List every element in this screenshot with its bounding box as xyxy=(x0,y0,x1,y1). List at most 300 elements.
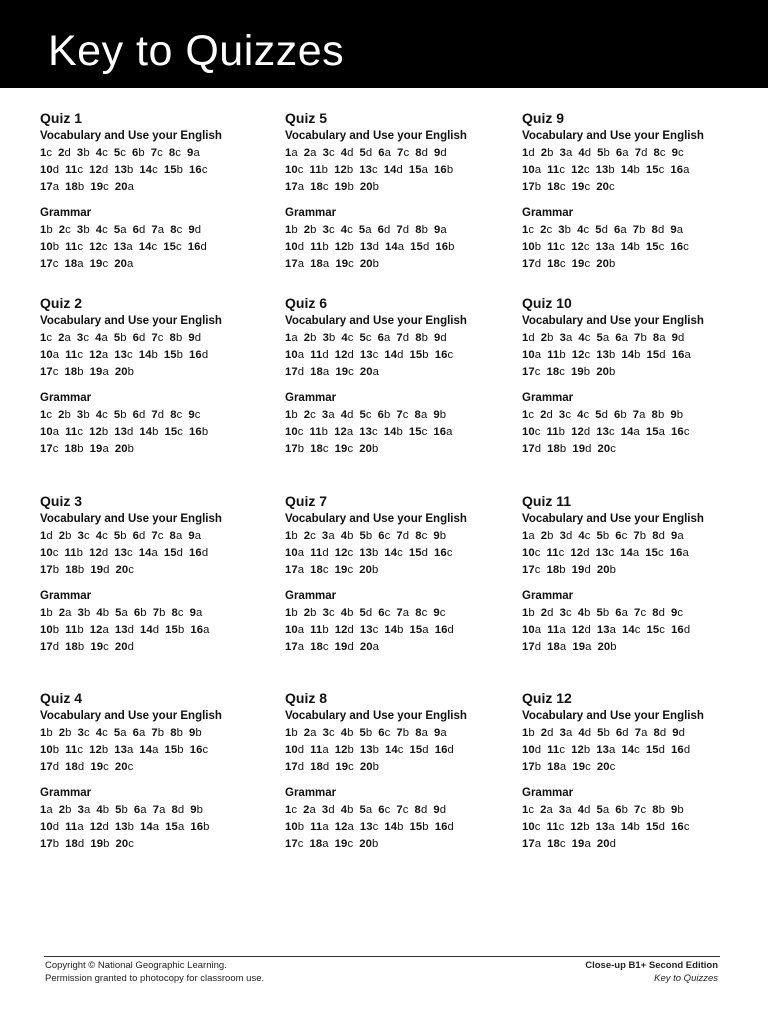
answer-item: 3c xyxy=(76,332,90,344)
answer-item: 20b xyxy=(596,258,616,270)
answer-item: 17b xyxy=(522,761,542,773)
quiz-block xyxy=(285,108,515,273)
answer-item: 16d xyxy=(434,744,454,756)
answer-line xyxy=(285,725,515,742)
answer-line xyxy=(522,256,752,273)
answer-line xyxy=(522,424,752,441)
answer-item: 15d xyxy=(645,744,666,756)
answer-item: 13c xyxy=(359,426,378,438)
answer-item: 4b xyxy=(340,804,354,816)
answer-item: 19d xyxy=(572,443,592,455)
answer-item: 14b xyxy=(383,426,403,438)
answer-line xyxy=(285,836,515,853)
answer-item: 4c xyxy=(577,224,590,236)
answer-item: 13b xyxy=(114,164,134,176)
answer-item: 9b xyxy=(433,409,447,421)
answer-item: 3c xyxy=(322,147,335,159)
answer-item: 20b xyxy=(596,366,616,378)
section-gap xyxy=(40,579,270,588)
answer-item: 4c xyxy=(95,409,108,421)
answer-line xyxy=(40,759,270,776)
answer-item: 20a xyxy=(114,258,134,270)
answer-item: 3a xyxy=(559,332,573,344)
answer-item: 2b xyxy=(58,409,71,421)
answer-item: 13d xyxy=(359,241,380,253)
answer-item: 17c xyxy=(40,366,59,378)
answer-item: 7c xyxy=(396,409,409,421)
answer-item: 19c xyxy=(572,761,591,773)
answer-item: 7c xyxy=(150,147,163,159)
answer-item: 18c xyxy=(547,838,566,850)
answer-item: 14d xyxy=(384,349,404,361)
answer-item: 9c xyxy=(670,607,684,619)
answer-item: 10a xyxy=(285,624,305,636)
answer-item: 19b xyxy=(334,181,354,193)
answer-item: 4d xyxy=(578,147,592,159)
quiz-title: Quiz 2 xyxy=(40,295,83,311)
answer-item: 18a xyxy=(310,258,330,270)
answer-line xyxy=(40,441,270,458)
quiz-block xyxy=(40,293,270,458)
answer-item: 7a xyxy=(632,409,646,421)
quiz-title: Quiz 12 xyxy=(522,690,572,706)
answer-line xyxy=(522,347,752,364)
answer-item: 17c xyxy=(522,366,541,378)
answer-line xyxy=(285,364,515,381)
answer-item: 14a xyxy=(385,241,405,253)
answer-item: 3a xyxy=(77,804,91,816)
answer-item: 2a xyxy=(303,727,317,739)
vocabulary-heading: Vocabulary and Use your English xyxy=(40,130,222,142)
answer-item: 16c xyxy=(189,164,208,176)
answer-item: 1b xyxy=(285,530,298,542)
answer-item: 19a xyxy=(571,838,591,850)
answer-line xyxy=(522,759,752,776)
answer-item: 18b xyxy=(546,564,566,576)
answer-item: 15c xyxy=(645,164,665,176)
answer-line xyxy=(285,222,515,239)
answer-item: 5a xyxy=(359,804,373,816)
answer-item: 1c xyxy=(522,224,535,236)
answer-item: 14b xyxy=(138,349,158,361)
answer-line xyxy=(285,742,515,759)
answer-item: 9b xyxy=(670,409,684,421)
answer-item: 14b xyxy=(620,821,640,833)
answer-item: 1b xyxy=(285,224,298,236)
answer-item: 2b xyxy=(303,332,317,344)
answer-item: 13c xyxy=(359,164,378,176)
answer-item: 11c xyxy=(65,426,84,438)
answer-item: 12c xyxy=(334,547,354,559)
answer-item: 9b xyxy=(433,530,447,542)
answer-item: 13d xyxy=(114,624,135,636)
answer-item: 16a xyxy=(190,624,210,636)
answer-item: 5b xyxy=(597,727,610,739)
answer-line xyxy=(285,179,515,196)
answer-item: 10d xyxy=(40,821,60,833)
answer-item: 7d xyxy=(396,530,410,542)
answer-item: 7b xyxy=(152,607,166,619)
answer-line xyxy=(285,407,515,424)
answer-item: 9a xyxy=(189,607,203,619)
answer-item: 7a xyxy=(634,727,648,739)
answer-line xyxy=(285,545,515,562)
answer-item: 11d xyxy=(310,547,329,559)
answer-item: 15b xyxy=(165,624,185,636)
answer-line xyxy=(40,222,270,239)
answer-item: 20a xyxy=(359,366,379,378)
answer-item: 8d xyxy=(653,727,667,739)
answer-item: 12b xyxy=(334,241,354,253)
answer-item: 14b xyxy=(620,241,640,253)
answer-item: 4d xyxy=(578,727,592,739)
answer-item: 11a xyxy=(65,821,84,833)
answer-item: 2b xyxy=(303,607,317,619)
answer-line xyxy=(285,639,515,656)
answer-item: 13a xyxy=(595,241,615,253)
answer-item: 11c xyxy=(547,744,566,756)
answer-item: 6c xyxy=(378,530,391,542)
answer-item: 15a xyxy=(408,164,429,176)
answer-item: 1b xyxy=(285,727,298,739)
answer-item: 15c xyxy=(645,547,664,559)
answer-item: 20c xyxy=(596,761,616,773)
answer-item: 17b xyxy=(285,443,305,455)
answer-item: 8b xyxy=(651,409,665,421)
answer-item: 8d xyxy=(414,804,428,816)
answer-item: 9b xyxy=(670,804,684,816)
answer-line xyxy=(285,802,515,819)
answer-item: 18b xyxy=(64,443,84,455)
answer-item: 6a xyxy=(615,607,629,619)
answer-line xyxy=(285,424,515,441)
answer-item: 15c xyxy=(163,241,182,253)
answer-item: 14a xyxy=(138,547,158,559)
answer-item: 18d xyxy=(65,838,85,850)
answer-item: 19c xyxy=(90,761,109,773)
answer-line xyxy=(40,347,270,364)
answer-item: 15d xyxy=(163,547,184,559)
answer-item: 20c xyxy=(114,761,134,773)
answer-item: 17d xyxy=(40,761,60,773)
answer-item: 2b xyxy=(303,224,317,236)
answer-item: 18c xyxy=(310,181,329,193)
answer-item: 2a xyxy=(58,607,72,619)
answer-item: 5b xyxy=(597,147,610,159)
answer-item: 17c xyxy=(40,443,59,455)
answer-item: 13c xyxy=(359,624,379,636)
answer-line xyxy=(522,222,752,239)
quiz-block xyxy=(285,293,515,458)
answer-line xyxy=(40,562,270,579)
answer-line xyxy=(522,330,752,347)
answer-item: 3c xyxy=(322,224,335,236)
answer-line xyxy=(40,424,270,441)
answer-item: 8c xyxy=(415,607,428,619)
answer-item: 12d xyxy=(334,624,354,636)
answer-item: 18c xyxy=(547,258,566,270)
answer-item: 11b xyxy=(546,426,566,438)
answer-line xyxy=(522,639,752,656)
answer-item: 19c xyxy=(571,258,591,270)
answer-item: 6c xyxy=(378,804,391,816)
answer-item: 13a xyxy=(595,821,615,833)
answer-line xyxy=(522,441,752,458)
answer-item: 5d xyxy=(595,224,608,236)
answer-item: 20c xyxy=(115,838,134,850)
answer-item: 17d xyxy=(522,258,542,270)
answer-line xyxy=(285,330,515,347)
answer-item: 3a xyxy=(559,147,573,159)
answer-item: 5a xyxy=(115,607,128,619)
answer-item: 18d xyxy=(310,761,330,773)
answer-item: 10a xyxy=(285,349,305,361)
answer-item: 16b xyxy=(435,241,455,253)
answer-item: 16b xyxy=(190,821,210,833)
quiz-block xyxy=(522,293,752,458)
answer-line xyxy=(522,407,752,424)
answer-item: 20b xyxy=(359,181,379,193)
answer-item: 18b xyxy=(65,181,85,193)
answer-item: 19a xyxy=(89,443,109,455)
grammar-heading: Grammar xyxy=(285,590,337,602)
answer-item: 3b xyxy=(77,607,91,619)
answer-line xyxy=(40,330,270,347)
answer-item: 14d xyxy=(140,624,160,636)
section-gap xyxy=(285,579,515,588)
answer-item: 17b xyxy=(40,838,60,850)
answer-line xyxy=(522,802,752,819)
answer-item: 10a xyxy=(522,624,542,636)
answer-line xyxy=(285,528,515,545)
answer-item: 6b xyxy=(377,409,391,421)
answer-item: 6c xyxy=(615,530,628,542)
answer-item: 12c xyxy=(571,349,591,361)
answer-item: 18b xyxy=(64,366,84,378)
answer-item: 20b xyxy=(359,443,379,455)
answer-item: 5c xyxy=(359,409,372,421)
answer-line xyxy=(522,364,752,381)
answer-item: 13c xyxy=(595,547,615,559)
answer-item: 1b xyxy=(285,607,298,619)
answer-item: 10d xyxy=(285,241,305,253)
answer-item: 15b xyxy=(163,349,184,361)
answer-item: 3b xyxy=(558,224,572,236)
answer-item: 18c xyxy=(310,443,329,455)
quiz-block xyxy=(285,491,515,656)
answer-item: 6d xyxy=(132,224,146,236)
grammar-heading: Grammar xyxy=(40,787,92,799)
answer-item: 17a xyxy=(285,641,305,653)
answer-item: 14a xyxy=(139,744,159,756)
answer-item: 15b xyxy=(409,821,429,833)
answer-item: 6a xyxy=(615,147,629,159)
answer-item: 11a xyxy=(310,744,329,756)
answer-item: 4b xyxy=(340,727,354,739)
answer-item: 10b xyxy=(40,241,60,253)
answer-item: 1c xyxy=(40,332,53,344)
answer-item: 9a xyxy=(188,530,202,542)
quiz-block xyxy=(40,491,270,656)
answer-item: 9c xyxy=(433,607,446,619)
answer-item: 20b xyxy=(359,564,379,576)
answer-item: 3a xyxy=(558,804,572,816)
answer-item: 16a xyxy=(669,547,689,559)
answer-item: 2a xyxy=(303,804,316,816)
answer-line xyxy=(40,239,270,256)
answer-item: 9d xyxy=(433,147,447,159)
answer-line xyxy=(522,239,752,256)
vocabulary-heading: Vocabulary and Use your English xyxy=(522,710,704,722)
answer-item: 8c xyxy=(171,607,184,619)
answer-item: 13a xyxy=(113,241,133,253)
grammar-heading: Grammar xyxy=(522,392,574,404)
answer-item: 19d xyxy=(334,641,354,653)
answer-item: 1b xyxy=(522,727,535,739)
answer-item: 8b xyxy=(415,224,428,236)
answer-item: 15c xyxy=(164,426,184,438)
answer-line xyxy=(40,819,270,836)
answer-line xyxy=(522,725,752,742)
answer-item: 3a xyxy=(559,727,573,739)
quiz-title: Quiz 7 xyxy=(285,493,328,509)
vocabulary-heading: Vocabulary and Use your English xyxy=(40,315,222,327)
answer-item: 6a xyxy=(378,147,392,159)
quiz-title: Quiz 10 xyxy=(522,295,572,311)
answer-item: 12c xyxy=(89,241,108,253)
answer-item: 15c xyxy=(645,241,665,253)
document-title-text: Key to Quizzes xyxy=(654,972,718,984)
answer-item: 4c xyxy=(95,530,108,542)
section-gap xyxy=(285,381,515,390)
answer-item: 8c xyxy=(415,530,428,542)
answer-item: 2b xyxy=(58,727,72,739)
answer-item: 6a xyxy=(615,332,629,344)
answer-item: 19d xyxy=(571,564,591,576)
answer-item: 3a xyxy=(321,530,335,542)
answer-item: 13a xyxy=(596,624,617,636)
vocabulary-heading: Vocabulary and Use your English xyxy=(285,710,467,722)
answer-item: 16c xyxy=(189,744,209,756)
answer-line xyxy=(40,162,270,179)
answer-item: 1a xyxy=(40,804,53,816)
answer-item: 11b xyxy=(65,624,84,636)
answer-item: 11c xyxy=(65,349,84,361)
answer-item: 2a xyxy=(303,147,317,159)
answer-item: 13b xyxy=(359,547,379,559)
answer-item: 2c xyxy=(540,224,553,236)
answer-item: 1b xyxy=(40,224,53,236)
answer-item: 2c xyxy=(303,409,316,421)
answer-item: 6d xyxy=(132,530,146,542)
answer-item: 4d xyxy=(577,804,591,816)
answer-item: 7b xyxy=(633,530,647,542)
answer-item: 15a xyxy=(165,821,185,833)
answer-item: 17a xyxy=(285,181,305,193)
answer-item: 11b xyxy=(309,164,329,176)
answer-item: 12d xyxy=(570,547,590,559)
answer-item: 18a xyxy=(547,641,567,653)
answer-item: 14d xyxy=(383,164,403,176)
answer-line xyxy=(522,179,752,196)
quiz-title: Quiz 11 xyxy=(522,493,572,509)
answer-item: 15d xyxy=(410,241,430,253)
answer-item: 4c xyxy=(95,224,108,236)
answer-item: 16b xyxy=(434,164,454,176)
answer-item: 10c xyxy=(522,426,541,438)
answer-item: 8a xyxy=(169,530,183,542)
answer-item: 2c xyxy=(58,224,71,236)
section-gap xyxy=(40,381,270,390)
answer-item: 17a xyxy=(285,258,305,270)
answer-item: 19a xyxy=(89,366,109,378)
answer-item: 20b xyxy=(596,564,616,576)
answer-item: 17b xyxy=(40,564,60,576)
answer-item: 3c xyxy=(322,607,335,619)
answer-item: 18c xyxy=(547,181,566,193)
answer-item: 19c xyxy=(571,181,591,193)
answer-item: 7b xyxy=(634,332,647,344)
answer-line xyxy=(522,605,752,622)
answer-item: 15b xyxy=(164,744,184,756)
answer-item: 6c xyxy=(378,607,391,619)
answer-item: 6d xyxy=(132,409,146,421)
answer-item: 4c xyxy=(95,147,108,159)
answer-item: 5d xyxy=(359,607,373,619)
answer-item: 9d xyxy=(433,332,447,344)
answer-item: 18b xyxy=(65,641,85,653)
answer-line xyxy=(285,441,515,458)
answer-item: 17c xyxy=(522,564,541,576)
answer-item: 19c xyxy=(334,564,354,576)
answer-item: 19c xyxy=(335,761,354,773)
answer-item: 7b xyxy=(632,224,646,236)
answer-item: 3b xyxy=(322,332,336,344)
answer-line xyxy=(285,819,515,836)
answer-item: 4c xyxy=(578,332,591,344)
answer-line xyxy=(522,622,752,639)
answer-item: 2d xyxy=(540,607,554,619)
answer-line xyxy=(285,145,515,162)
answer-item: 2a xyxy=(540,804,553,816)
answer-item: 6a xyxy=(133,804,147,816)
answer-item: 3a xyxy=(321,409,335,421)
answer-item: 1a xyxy=(285,147,298,159)
answer-item: 18a xyxy=(64,258,84,270)
answer-item: 16a xyxy=(671,349,691,361)
answer-item: 13b xyxy=(359,744,380,756)
answer-line xyxy=(40,622,270,639)
quiz-title: Quiz 1 xyxy=(40,110,83,126)
answer-item: 10c xyxy=(285,164,304,176)
answer-item: 3c xyxy=(322,727,335,739)
answer-item: 20b xyxy=(359,761,379,773)
answer-item: 17d xyxy=(40,641,60,653)
answer-item: 11b xyxy=(310,241,329,253)
answer-line xyxy=(285,759,515,776)
answer-item: 18a xyxy=(310,366,330,378)
section-gap xyxy=(40,776,270,785)
quiz-title: Quiz 6 xyxy=(285,295,328,311)
answer-item: 16c xyxy=(434,547,453,559)
answer-item: 4c xyxy=(340,224,353,236)
answer-item: 19c xyxy=(335,258,354,270)
answer-line xyxy=(285,605,515,622)
answer-item: 17d xyxy=(522,443,542,455)
answer-item: 12a xyxy=(89,624,109,636)
answer-item: 7d xyxy=(396,224,410,236)
answer-item: 1c xyxy=(522,804,535,816)
